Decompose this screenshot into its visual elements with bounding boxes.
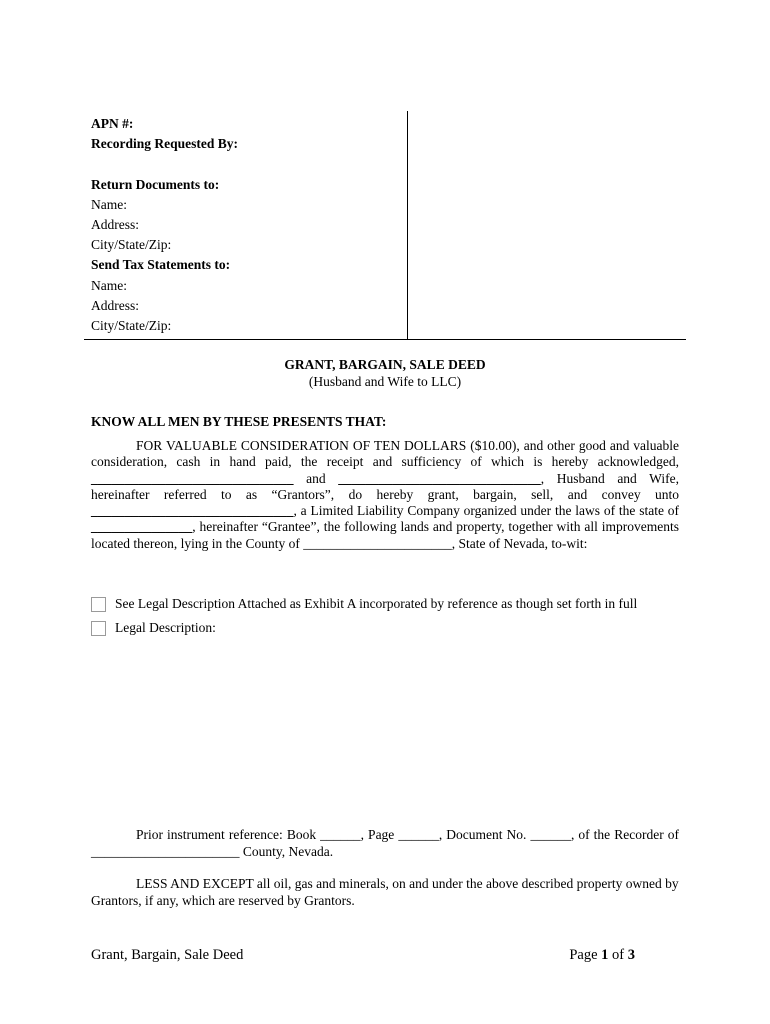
deed-subtitle: (Husband and Wife to LLC) [308,374,462,389]
exhibit-a-label: See Legal Description Attached as Exhibit A incorporated by reference as though set forth in full [115,596,638,611]
less-and-except-text: LESS AND EXCEPT all oil, gas and minerals, on and under the above described property owned by Grantors, if any, which are reserved by Grantors. [91,876,679,908]
return-city-field: City/State/Zip: [91,237,172,253]
consideration-text: FOR VALUABLE CONSIDERATION OF TEN DOLLARS ($10.00), and other good and valuable consideration, cash in hand paid, the receipt and sufficiency of which is hereby acknowledged, [91,438,679,470]
header-spacer [91,154,238,174]
consideration-paragraph [91,438,679,552]
return-address-field: Address: [91,217,139,232]
deed-title: GRANT, BARGAIN, SALE DEED [284,357,486,372]
and-text: and [293,470,339,486]
current-page: 1 [601,947,609,963]
legal-description-checkbox[interactable] [91,621,106,636]
state-blank: _______________ [91,519,193,535]
return-documents-label: Return Documents to: [91,176,220,192]
recording-header-box [84,111,686,340]
deed-title-block [84,356,686,390]
tax-address-field: Address: [91,297,139,313]
grantor1-blank: ______________________________ [91,470,294,486]
return-name-field: Name: [91,196,127,212]
recording-requested-label: Recording Requested By: [91,136,238,152]
page-word: Page [569,947,602,963]
grantor2-blank: ______________________________ [338,470,541,486]
recording-info [91,114,238,336]
exhibit-a-option [91,592,637,616]
of-word: of [608,947,628,963]
legal-description-options [91,592,637,640]
less-and-except-paragraph [91,876,679,909]
footer-document-title: Grant, Bargain, Sale Deed [91,947,244,963]
grantors-text: , Husband and Wife, hereinafter referred to as “Grantors”, do hereby grant, bargain, sell, and convey unto [91,470,679,502]
tax-city-field: City/State/Zip: [91,318,172,334]
exhibit-a-checkbox[interactable] [91,597,106,612]
grantee-blank: ______________________________ [91,503,294,519]
header-divider [407,111,408,339]
legal-description-option [91,616,637,640]
know-all-men-heading: KNOW ALL MEN BY THESE PRESENTS THAT: [91,414,387,429]
llc-text: , a Limited Liability Company organized under the laws of the state of [293,503,679,519]
prior-instrument-text: Prior instrument reference: Book ______, Page ______, Document No. ______, of the Recorder of ______________________ County, Nevada. [91,827,679,859]
apn-label: APN #: [91,116,134,131]
tax-statements-label: Send Tax Statements to: [91,257,231,273]
total-pages: 3 [627,947,635,963]
property-text: , hereinafter “Grantee”, the following lands and property, together with all improvements located thereon, lying in the County of ______________________, State of Nevada, to-wit: [91,519,679,551]
prior-instrument-paragraph [91,827,679,860]
legal-description-label: Legal Description: [115,620,216,635]
footer-page-number [569,947,635,964]
tax-name-field: Name: [91,277,127,293]
